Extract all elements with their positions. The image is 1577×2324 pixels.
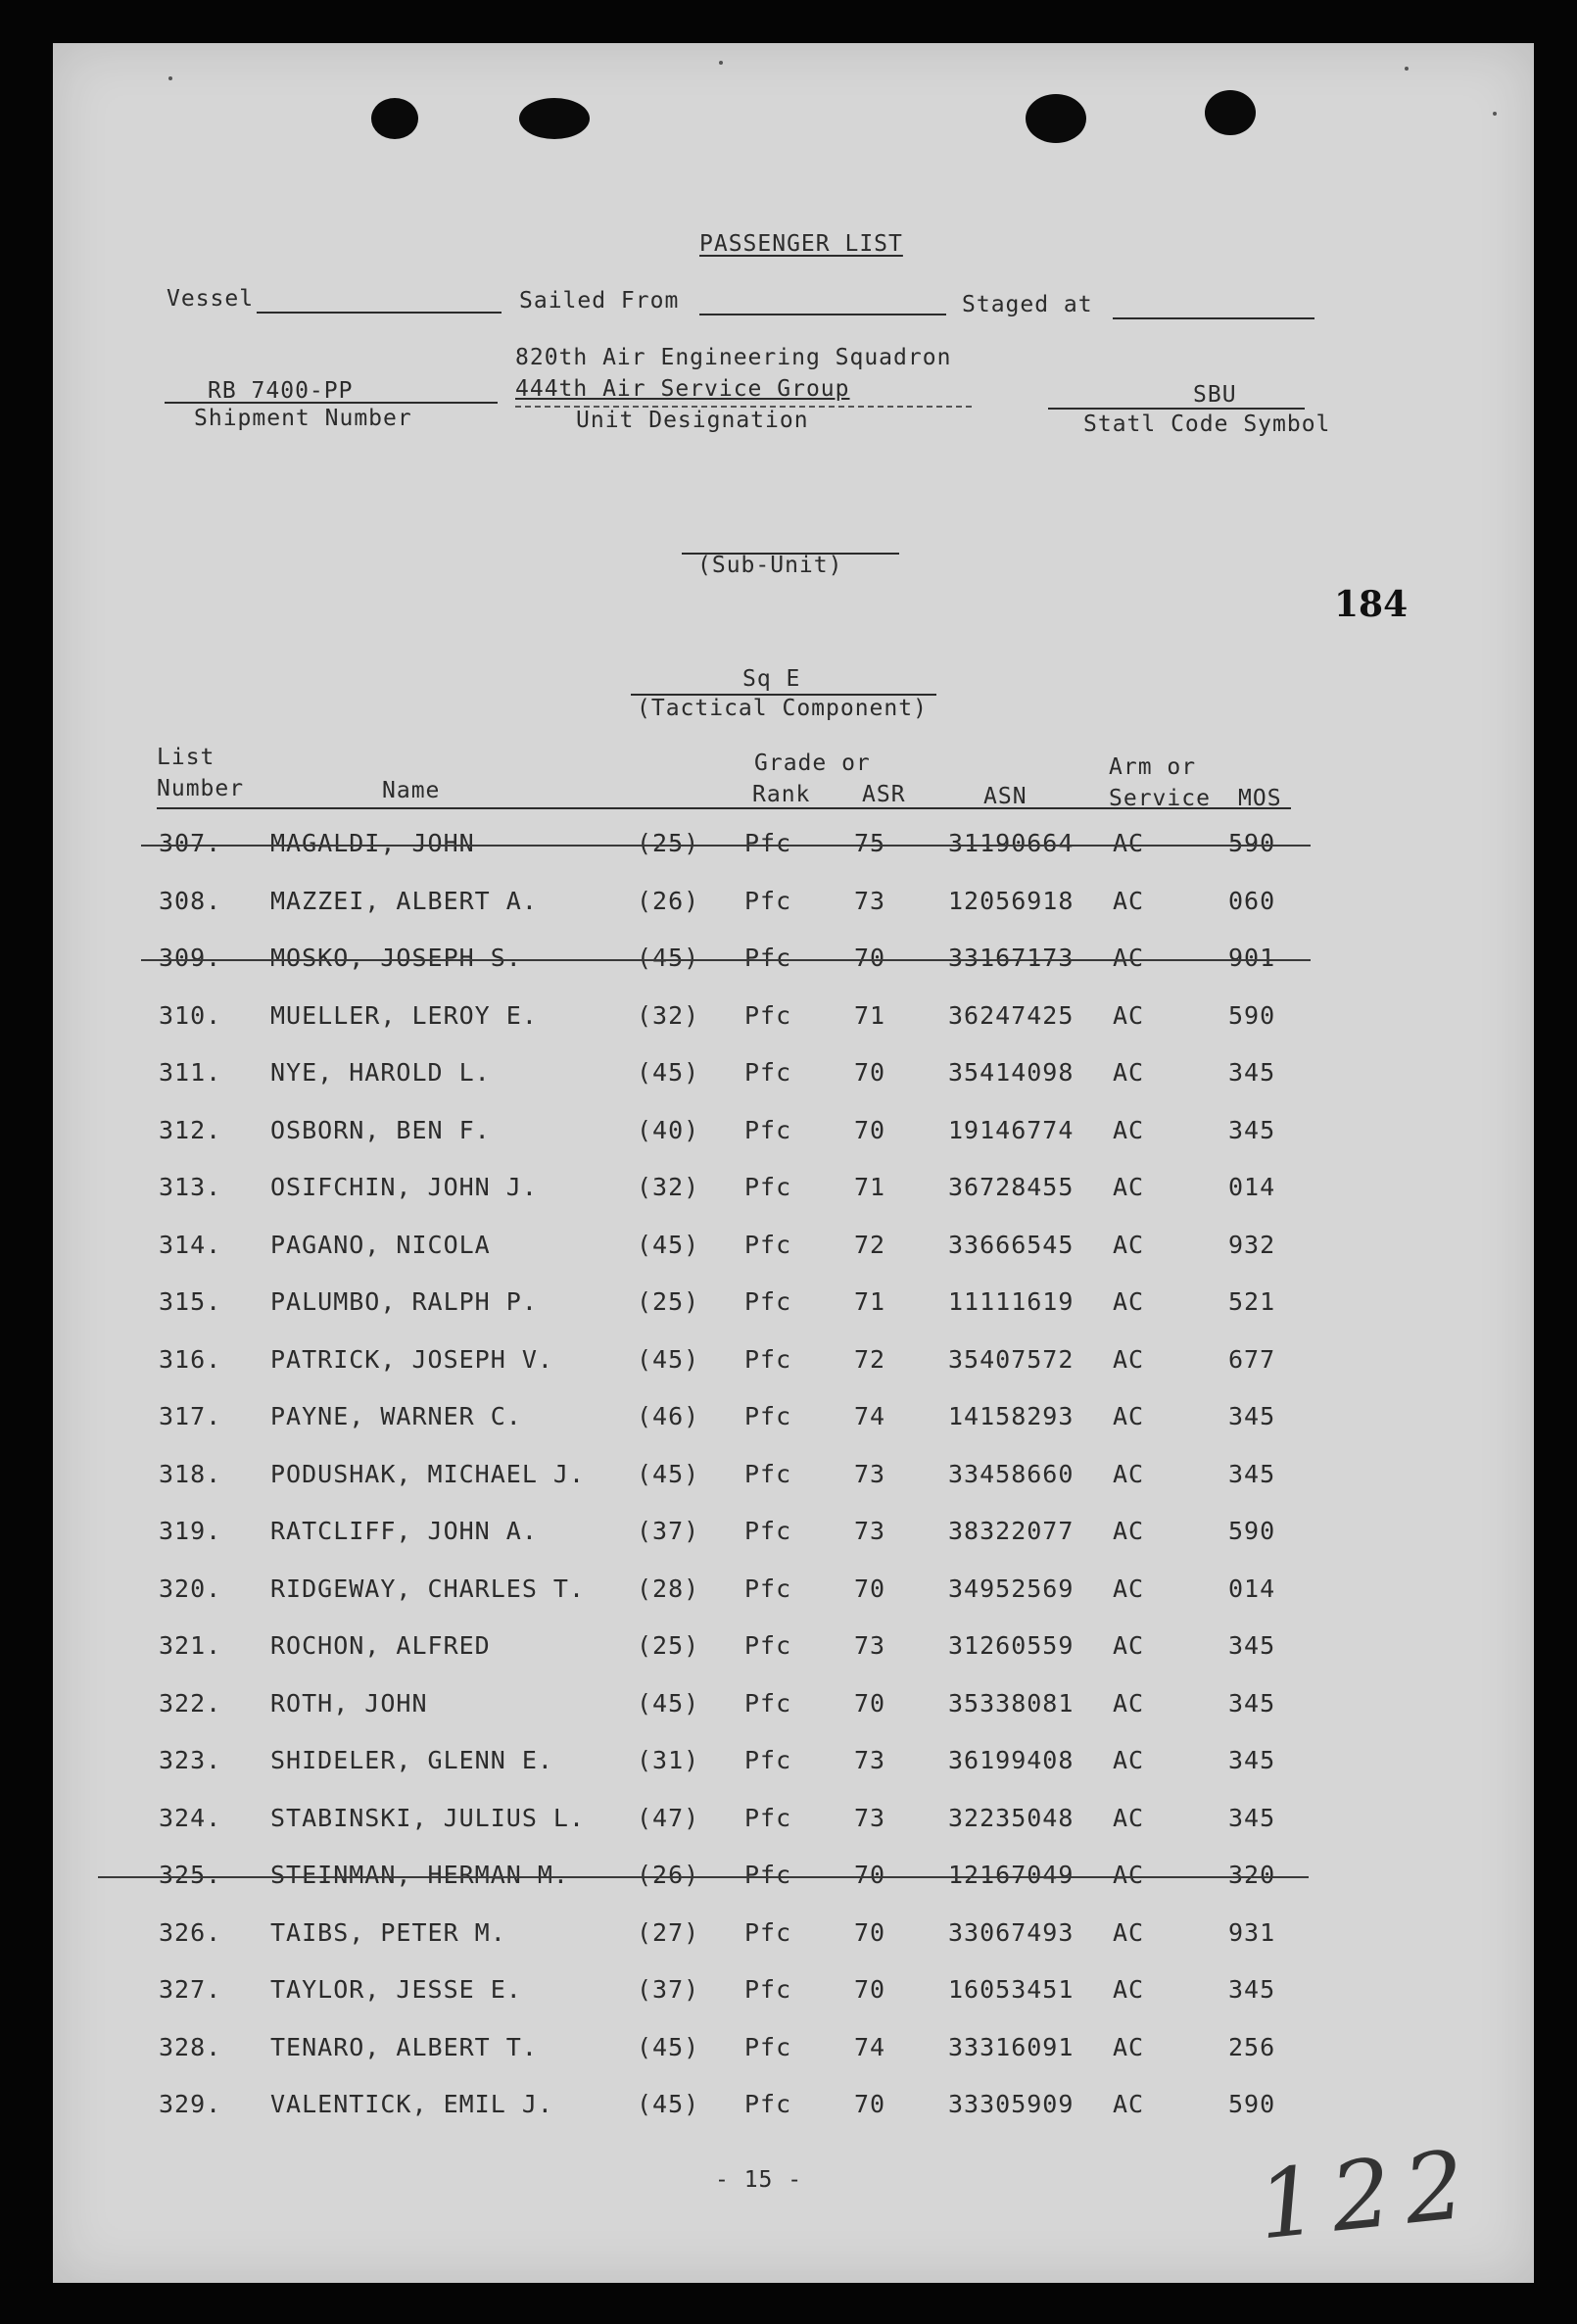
cell-asr: 73	[854, 1631, 886, 1660]
statl-code-label: Statl Code Symbol	[1083, 412, 1331, 437]
cell-name: MOSKO, JOSEPH S.	[270, 944, 522, 972]
cell-rank: Pfc	[744, 886, 792, 915]
table-row	[53, 829, 1534, 868]
cell-asr: 73	[854, 1517, 886, 1545]
speck	[1493, 112, 1497, 116]
cell-age: (25)	[637, 829, 700, 857]
cell-age: (45)	[637, 2090, 700, 2118]
cell-mos: 345	[1228, 1631, 1276, 1660]
cell-mos: 677	[1228, 1344, 1276, 1374]
statl-code-line	[1048, 408, 1305, 410]
cell-name: VALENTICK, EMIL J.	[270, 2090, 553, 2118]
table-row	[53, 2033, 1534, 2072]
cell-asn: 12056918	[948, 886, 1075, 915]
table-row	[53, 1918, 1534, 1958]
cell-rank: Pfc	[744, 1917, 792, 1947]
page-stamp: 184	[1334, 584, 1409, 625]
cell-rank: Pfc	[744, 1517, 792, 1545]
cell-rank: Pfc	[744, 1803, 792, 1832]
cell-asn: 31260559	[948, 1631, 1075, 1660]
cell-mos: 345	[1228, 1803, 1276, 1832]
cell-rank: Pfc	[744, 1631, 792, 1660]
col-asr: ASR	[862, 782, 906, 807]
speck	[168, 76, 172, 80]
cell-name: TAYLOR, JESSE E.	[270, 1975, 522, 2004]
cell-age: (25)	[637, 1631, 700, 1660]
cell-mos: 521	[1228, 1287, 1276, 1316]
cell-arm: AC	[1113, 886, 1145, 915]
cell-arm: AC	[1113, 1115, 1145, 1144]
cell-arm: AC	[1113, 1517, 1145, 1545]
cell-asr: 72	[854, 1344, 886, 1374]
cell-arm: AC	[1113, 829, 1145, 857]
cell-mos: 256	[1228, 2032, 1276, 2061]
cell-asn: 31190664	[948, 829, 1075, 857]
cell-asr: 73	[854, 1459, 886, 1488]
cell-rank: Pfc	[744, 1459, 792, 1488]
cell-mos: 345	[1228, 1975, 1276, 2004]
cell-num: 316.	[159, 1344, 222, 1374]
cell-arm: AC	[1113, 1344, 1145, 1374]
cell-asn: 34952569	[948, 1574, 1075, 1603]
cell-age: (37)	[637, 1517, 700, 1545]
table-row	[53, 1173, 1534, 1212]
table-row	[53, 1861, 1534, 1900]
table-row	[53, 1689, 1534, 1728]
cell-name: PAYNE, WARNER C.	[270, 1402, 522, 1430]
vessel-label: Vessel	[167, 286, 255, 312]
cell-age: (45)	[637, 1459, 700, 1488]
shipment-number: RB 7400-PP	[208, 378, 354, 404]
cell-age: (27)	[637, 1917, 700, 1947]
cell-arm: AC	[1113, 2090, 1145, 2118]
cell-num: 329.	[159, 2090, 222, 2118]
cell-arm: AC	[1113, 944, 1145, 972]
cell-name: RATCLIFF, JOHN A.	[270, 1517, 538, 1545]
table-row	[53, 1975, 1534, 2014]
col-mos: MOS	[1238, 786, 1282, 811]
cell-arm: AC	[1113, 1861, 1145, 1889]
table-row	[53, 1804, 1534, 1843]
cell-age: (46)	[637, 1402, 700, 1430]
cell-num: 325.	[159, 1861, 222, 1889]
speck	[1405, 67, 1409, 71]
cell-arm: AC	[1113, 1975, 1145, 2004]
cell-arm: AC	[1113, 1459, 1145, 1488]
table-row	[53, 1631, 1534, 1670]
cell-mos: 590	[1228, 829, 1276, 857]
cell-asr: 75	[854, 829, 886, 857]
cell-mos: 320	[1228, 1861, 1276, 1889]
cell-num: 312.	[159, 1115, 222, 1144]
table-row	[53, 1402, 1534, 1441]
cell-mos: 590	[1228, 2090, 1276, 2118]
cell-rank: Pfc	[744, 1058, 792, 1087]
cell-asr: 70	[854, 2090, 886, 2118]
cell-num: 311.	[159, 1058, 222, 1087]
cell-arm: AC	[1113, 1173, 1145, 1201]
cell-name: ROTH, JOHN	[270, 1688, 428, 1718]
cell-asr: 71	[854, 1287, 886, 1316]
cell-asn: 33316091	[948, 2032, 1075, 2061]
cell-asr: 70	[854, 1975, 886, 2004]
cell-arm: AC	[1113, 1287, 1145, 1316]
cell-num: 315.	[159, 1287, 222, 1316]
cell-num: 318.	[159, 1459, 222, 1488]
table-row	[53, 1746, 1534, 1785]
col-arm-line2: Service	[1109, 786, 1211, 811]
cell-rank: Pfc	[744, 1344, 792, 1374]
cell-num: 327.	[159, 1975, 222, 2004]
cell-mos: 931	[1228, 1917, 1276, 1947]
cell-asn: 36728455	[948, 1173, 1075, 1201]
table-row	[53, 1287, 1534, 1327]
cell-asn: 33666545	[948, 1230, 1075, 1259]
statl-code: SBU	[1193, 382, 1237, 408]
document-page	[53, 43, 1534, 2283]
sailed-from-label: Sailed From	[519, 288, 680, 314]
cell-asr: 71	[854, 1000, 886, 1030]
cell-rank: Pfc	[744, 1000, 792, 1030]
col-asn: ASN	[983, 784, 1027, 809]
cell-arm: AC	[1113, 1688, 1145, 1718]
cell-mos: 345	[1228, 1115, 1276, 1144]
cell-age: (45)	[637, 1344, 700, 1374]
col-list-number-line1: List	[157, 745, 215, 770]
header-underline	[157, 807, 1291, 809]
cell-age: (32)	[637, 1000, 700, 1030]
cell-mos: 345	[1228, 1402, 1276, 1430]
cell-rank: Pfc	[744, 2032, 792, 2061]
cell-arm: AC	[1113, 1000, 1145, 1030]
cell-name: PODUSHAK, MICHAEL J.	[270, 1459, 586, 1488]
cell-name: TENARO, ALBERT T.	[270, 2032, 538, 2061]
cell-rank: Pfc	[744, 1287, 792, 1316]
cell-num: 307.	[159, 829, 222, 857]
cell-asn: 16053451	[948, 1975, 1075, 2004]
cell-asn: 11111619	[948, 1287, 1075, 1316]
tactical-component-label: (Tactical Component)	[637, 696, 928, 721]
cell-mos: 590	[1228, 1517, 1276, 1545]
cell-asr: 73	[854, 1803, 886, 1832]
punch-hole	[1026, 94, 1086, 143]
cell-asr: 70	[854, 1574, 886, 1603]
handwritten-number: 122	[1252, 2128, 1484, 2261]
cell-rank: Pfc	[744, 1746, 792, 1774]
cell-name: STEINMAN, HERMAN M.	[270, 1861, 569, 1889]
punch-hole	[371, 98, 418, 139]
unit-designation-line-1: 820th Air Engineering Squadron	[515, 345, 952, 370]
cell-mos: 060	[1228, 886, 1276, 915]
cell-asr: 70	[854, 944, 886, 972]
vessel-line	[257, 312, 502, 314]
cell-age: (45)	[637, 1058, 700, 1087]
cell-name: ROCHON, ALFRED	[270, 1631, 491, 1660]
cell-asr: 70	[854, 1861, 886, 1889]
sub-unit-label: (Sub-Unit)	[697, 553, 843, 578]
shipment-number-label: Shipment Number	[194, 406, 412, 431]
cell-asr: 70	[854, 1917, 886, 1947]
col-grade-line2: Rank	[752, 782, 811, 807]
cell-rank: Pfc	[744, 1975, 792, 2004]
cell-num: 320.	[159, 1574, 222, 1603]
cell-rank: Pfc	[744, 1173, 792, 1201]
table-row	[53, 1001, 1534, 1041]
cell-mos: 345	[1228, 1688, 1276, 1718]
cell-mos: 901	[1228, 944, 1276, 972]
cell-arm: AC	[1113, 1746, 1145, 1774]
punch-hole	[519, 98, 590, 139]
document-title: PASSENGER LIST	[699, 231, 903, 257]
cell-asn: 33067493	[948, 1917, 1075, 1947]
speck	[719, 61, 723, 65]
cell-arm: AC	[1113, 1402, 1145, 1430]
table-row	[53, 1058, 1534, 1097]
cell-age: (28)	[637, 1574, 700, 1603]
cell-mos: 590	[1228, 1000, 1276, 1030]
cell-arm: AC	[1113, 1230, 1145, 1259]
col-grade-line1: Grade or	[754, 750, 871, 776]
cell-name: NYE, HAROLD L.	[270, 1058, 491, 1087]
cell-asn: 19146774	[948, 1115, 1075, 1144]
table-row	[53, 944, 1534, 983]
table-row	[53, 1116, 1534, 1155]
cell-num: 313.	[159, 1173, 222, 1201]
sailed-from-line	[699, 314, 946, 315]
cell-mos: 345	[1228, 1058, 1276, 1087]
cell-asr: 73	[854, 886, 886, 915]
strikethrough-line	[141, 845, 1311, 847]
cell-asn: 38322077	[948, 1517, 1075, 1545]
cell-arm: AC	[1113, 1058, 1145, 1087]
table-row	[53, 2090, 1534, 2129]
cell-asr: 70	[854, 1058, 886, 1087]
cell-age: (45)	[637, 1688, 700, 1718]
cell-arm: AC	[1113, 1574, 1145, 1603]
cell-num: 317.	[159, 1402, 222, 1430]
cell-rank: Pfc	[744, 1574, 792, 1603]
tactical-component-value: Sq E	[742, 666, 801, 692]
cell-age: (40)	[637, 1115, 700, 1144]
cell-age: (47)	[637, 1803, 700, 1832]
cell-name: PALUMBO, RALPH P.	[270, 1287, 538, 1316]
cell-asn: 33305909	[948, 2090, 1075, 2118]
cell-name: MAZZEI, ALBERT A.	[270, 886, 538, 915]
cell-arm: AC	[1113, 2032, 1145, 2061]
cell-num: 324.	[159, 1803, 222, 1832]
cell-asn: 12167049	[948, 1861, 1075, 1889]
cell-asn: 33167173	[948, 944, 1075, 972]
cell-asr: 70	[854, 1115, 886, 1144]
cell-name: RIDGEWAY, CHARLES T.	[270, 1574, 586, 1603]
cell-arm: AC	[1113, 1631, 1145, 1660]
punch-hole	[1205, 90, 1256, 135]
unit-designation-label: Unit Designation	[576, 408, 809, 433]
cell-num: 319.	[159, 1517, 222, 1545]
cell-num: 310.	[159, 1000, 222, 1030]
staged-at-line	[1113, 317, 1314, 319]
cell-name: MAGALDI, JOHN	[270, 829, 475, 857]
cell-age: (45)	[637, 944, 700, 972]
cell-mos: 345	[1228, 1459, 1276, 1488]
strikethrough-line	[141, 959, 1311, 961]
cell-num: 321.	[159, 1631, 222, 1660]
cell-arm: AC	[1113, 1803, 1145, 1832]
cell-asr: 74	[854, 1402, 886, 1430]
cell-num: 323.	[159, 1746, 222, 1774]
cell-asn: 33458660	[948, 1459, 1075, 1488]
cell-num: 328.	[159, 2032, 222, 2061]
cell-mos: 932	[1228, 1230, 1276, 1259]
cell-age: (26)	[637, 1861, 700, 1889]
cell-mos: 014	[1228, 1574, 1276, 1603]
cell-mos: 345	[1228, 1746, 1276, 1774]
cell-name: OSBORN, BEN F.	[270, 1115, 491, 1144]
cell-name: OSIFCHIN, JOHN J.	[270, 1173, 538, 1201]
cell-age: (32)	[637, 1173, 700, 1201]
cell-rank: Pfc	[744, 1115, 792, 1144]
cell-mos: 014	[1228, 1173, 1276, 1201]
unit-designation-line-2: 444th Air Service Group	[515, 376, 850, 402]
col-list-number-line2: Number	[157, 776, 245, 801]
table-row	[53, 1345, 1534, 1384]
cell-asn: 36199408	[948, 1746, 1075, 1774]
cell-asr: 74	[854, 2032, 886, 2061]
table-row	[53, 1231, 1534, 1270]
cell-name: SHIDELER, GLENN E.	[270, 1746, 553, 1774]
cell-rank: Pfc	[744, 2090, 792, 2118]
cell-asr: 70	[854, 1688, 886, 1718]
cell-num: 308.	[159, 886, 222, 915]
cell-age: (25)	[637, 1287, 700, 1316]
shipment-number-line	[165, 402, 498, 404]
cell-num: 326.	[159, 1917, 222, 1947]
cell-name: TAIBS, PETER M.	[270, 1917, 506, 1947]
cell-asn: 14158293	[948, 1402, 1075, 1430]
cell-name: MUELLER, LEROY E.	[270, 1000, 538, 1030]
cell-age: (37)	[637, 1975, 700, 2004]
cell-age: (26)	[637, 886, 700, 915]
table-row	[53, 887, 1534, 926]
cell-rank: Pfc	[744, 1861, 792, 1889]
cell-rank: Pfc	[744, 1402, 792, 1430]
cell-age: (45)	[637, 2032, 700, 2061]
cell-asr: 72	[854, 1230, 886, 1259]
cell-asn: 32235048	[948, 1803, 1075, 1832]
cell-asr: 71	[854, 1173, 886, 1201]
table-row	[53, 1574, 1534, 1614]
cell-asn: 36247425	[948, 1000, 1075, 1030]
col-arm-line1: Arm or	[1109, 754, 1197, 780]
cell-num: 322.	[159, 1688, 222, 1718]
cell-age: (45)	[637, 1230, 700, 1259]
cell-num: 314.	[159, 1230, 222, 1259]
col-name: Name	[382, 778, 441, 803]
cell-asn: 35338081	[948, 1688, 1075, 1718]
strikethrough-line	[98, 1876, 1309, 1878]
page-number: - 15 -	[715, 2167, 803, 2193]
table-row	[53, 1460, 1534, 1499]
cell-name: PATRICK, JOSEPH V.	[270, 1344, 553, 1374]
cell-name: STABINSKI, JULIUS L.	[270, 1803, 586, 1832]
cell-rank: Pfc	[744, 944, 792, 972]
cell-rank: Pfc	[744, 1688, 792, 1718]
cell-asr: 73	[854, 1746, 886, 1774]
cell-asn: 35407572	[948, 1344, 1075, 1374]
cell-rank: Pfc	[744, 829, 792, 857]
cell-asn: 35414098	[948, 1058, 1075, 1087]
table-row	[53, 1517, 1534, 1556]
cell-name: PAGANO, NICOLA	[270, 1230, 491, 1259]
cell-rank: Pfc	[744, 1230, 792, 1259]
cell-age: (31)	[637, 1746, 700, 1774]
cell-num: 309.	[159, 944, 222, 972]
cell-arm: AC	[1113, 1917, 1145, 1947]
staged-at-label: Staged at	[962, 292, 1093, 317]
